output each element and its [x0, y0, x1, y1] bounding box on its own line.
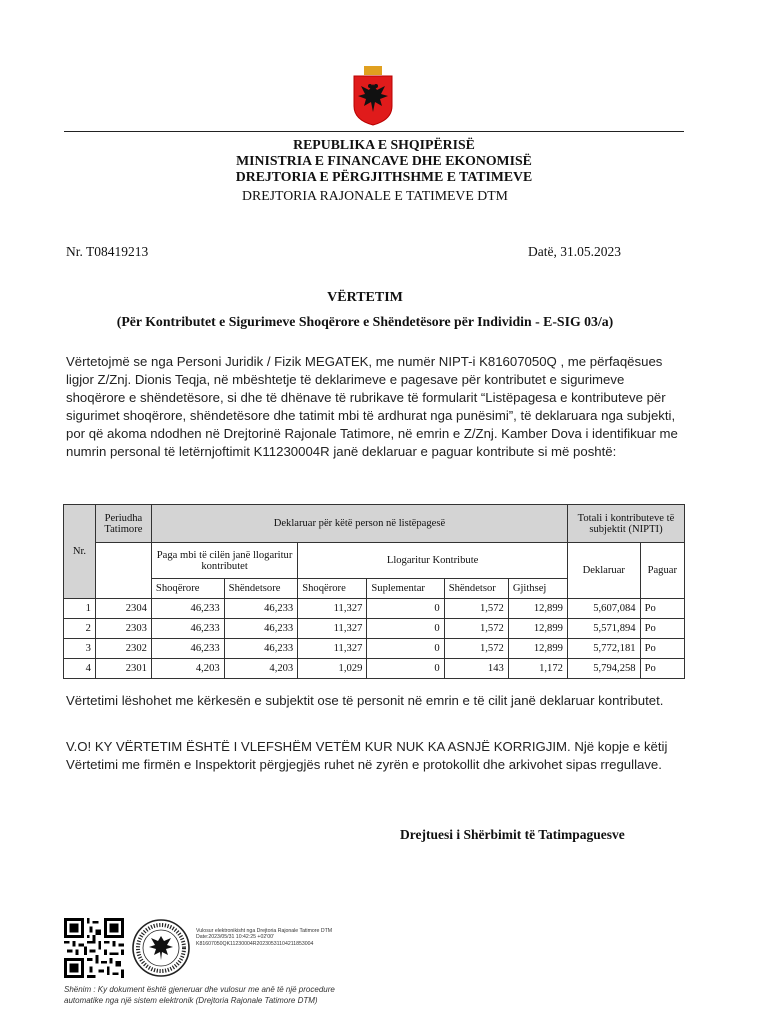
- row-salary-social: 4,203: [151, 659, 224, 679]
- albania-coat-of-arms-icon: [352, 66, 394, 126]
- row-total: 1,172: [508, 659, 567, 679]
- header-health: Shëndetsore: [224, 579, 298, 599]
- header-declared: Deklaruar: [567, 543, 640, 599]
- header-calculated: Llogaritur Kontribute: [298, 543, 568, 579]
- row-calc-health: 1,572: [444, 599, 508, 619]
- row-salary-social: 46,233: [151, 639, 224, 659]
- row-paid: Po: [640, 659, 684, 679]
- seal-line-signer: Vulosur elektronikisht nga Drejtoria Rajonale Tatimore DTM: [196, 928, 333, 934]
- header-nr: Nr.: [64, 505, 96, 599]
- row-nr: 2: [64, 619, 96, 639]
- qr-code-icon: [64, 918, 124, 978]
- seal-line-code: K81607050QK11230004R20230531104211853004: [196, 940, 314, 947]
- document-number: Nr. T08419213: [66, 244, 149, 259]
- header-social: Shoqërore: [151, 579, 224, 599]
- row-supplementary: 0: [367, 639, 444, 659]
- header-regional: DREJTORIA RAJONALE E TATIMEVE DTM: [242, 188, 508, 203]
- row-calc-health: 1,572: [444, 639, 508, 659]
- document-date: Datë, 31.05.2023: [528, 244, 621, 259]
- row-declared: 5,772,181: [567, 639, 640, 659]
- row-calc-social: 1,029: [298, 659, 367, 679]
- header-period: Periudha Tatimore: [95, 505, 151, 543]
- header-republic: REPUBLIKA E SHQIPËRISË: [293, 137, 475, 152]
- header-all: Gjithsej: [508, 579, 567, 599]
- table-row: [64, 639, 685, 659]
- header-divider: [64, 131, 684, 132]
- row-salary-social: 46,233: [151, 599, 224, 619]
- row-total: 12,899: [508, 599, 567, 619]
- period-empty-cell: [95, 543, 151, 599]
- header-calc-social: Shoqërore: [298, 579, 367, 599]
- row-period: 2301: [95, 659, 151, 679]
- row-supplementary: 0: [367, 619, 444, 639]
- row-salary-health: 4,203: [224, 659, 298, 679]
- issued-note: Vërtetimi lëshohet me kërkesën e subjektit ose të personit në emrin e të cilit janë deklaruar kontributet.: [66, 693, 664, 708]
- row-nr: 1: [64, 599, 96, 619]
- document-subtitle: (Për Kontributet e Sigurimeve Shoqërore e Shëndetësore për Individin - E-SIG 03/a): [116, 314, 614, 329]
- row-nr: 4: [64, 659, 96, 679]
- row-declared: 5,607,084: [567, 599, 640, 619]
- header-total: Totali i kontributeve të subjektit (NIPTI): [567, 505, 684, 543]
- row-paid: Po: [640, 619, 684, 639]
- row-period: 2304: [95, 599, 151, 619]
- row-period: 2302: [95, 639, 151, 659]
- header-declared-for: Deklaruar për këtë person në listëpagesë: [151, 505, 567, 543]
- header-paid: Paguar: [640, 543, 684, 599]
- row-paid: Po: [640, 599, 684, 619]
- header-salary-basis: Paga mbi të cilën janë llogaritur kontributet: [151, 543, 297, 579]
- row-nr: 3: [64, 639, 96, 659]
- document-title: VËRTETIM: [327, 290, 403, 305]
- table-row: [64, 619, 685, 639]
- validity-note: V.O! KY VËRTETIM ËSHTË I VLEFSHËM VETËM KUR NUK KA ASNJË KORRIGJIM. Një kopje e këtij Vërtetimi me firmën e Inspektorit përgjegjës ruhet në zyrën e protokollit dhe arkivohet sipas rregullave.: [66, 739, 668, 772]
- row-salary-health: 46,233: [224, 619, 298, 639]
- header-calc-health: Shëndetsor: [444, 579, 508, 599]
- header-supplementary: Suplementar: [367, 579, 444, 599]
- row-calc-health: 1,572: [444, 619, 508, 639]
- table-row: [64, 659, 685, 679]
- row-salary-health: 46,233: [224, 599, 298, 619]
- row-supplementary: 0: [367, 599, 444, 619]
- header-ministry: MINISTRIA E FINANCAVE DHE EKONOMISË: [236, 153, 532, 168]
- row-calc-health: 143: [444, 659, 508, 679]
- row-declared: 5,571,894: [567, 619, 640, 639]
- row-total: 12,899: [508, 619, 567, 639]
- row-calc-social: 11,327: [298, 639, 367, 659]
- row-calc-social: 11,327: [298, 619, 367, 639]
- row-total: 12,899: [508, 639, 567, 659]
- contributions-table: [63, 504, 685, 679]
- footer-note: Shënim : Ky dokument është gjeneruar dhe vulosur me anë të një procedure automatike nga një sistem elektronik (Drejtoria Rajonale Tatimore DTM): [64, 985, 335, 1005]
- seal-line-date: Date:2023/05/31 10:42:25 +02'00': [196, 934, 274, 941]
- intro-paragraph: Vërtetojmë se nga Personi Juridik / Fizik MEGATEK, me numër NIPT-i K81607050Q , me përfaqësues ligjor Z/Znj. Dionis Teqja, në mbështetje të deklarimeve e pagesave për kontributet e sigurimeve shoqërore e shëndetësore, si dhe të dhënave të rubrikave të formularit “Listëpagesa e kontributeve për sigurimet shoqërore, shëndetësore dhe tatimit mbi të ardhurat nga punësimi”, të deklaruara nga subjekti, por që akoma ndodhen në Drejtorinë Rajonale Tatimore, në emrin e Z/Znj. Kamber Dova i identifikuar me numrin personal të letërnjoftimit K11230004R janë deklaruar e paguar kontribute si më poshtë:: [66, 354, 678, 459]
- header-directorate: DREJTORIA E PËRGJITHSHME E TATIMEVE: [235, 169, 533, 184]
- crown-icon: [364, 66, 382, 75]
- electronic-seal-icon: [131, 918, 191, 978]
- row-paid: Po: [640, 639, 684, 659]
- row-salary-social: 46,233: [151, 619, 224, 639]
- row-declared: 5,794,258: [567, 659, 640, 679]
- signer-title: Drejtuesi i Shërbimit të Tatimpaguesve: [400, 827, 625, 842]
- row-calc-social: 11,327: [298, 599, 367, 619]
- table-row: [64, 599, 685, 619]
- row-supplementary: 0: [367, 659, 444, 679]
- row-period: 2303: [95, 619, 151, 639]
- seal-caption: [196, 928, 366, 947]
- row-salary-health: 46,233: [224, 639, 298, 659]
